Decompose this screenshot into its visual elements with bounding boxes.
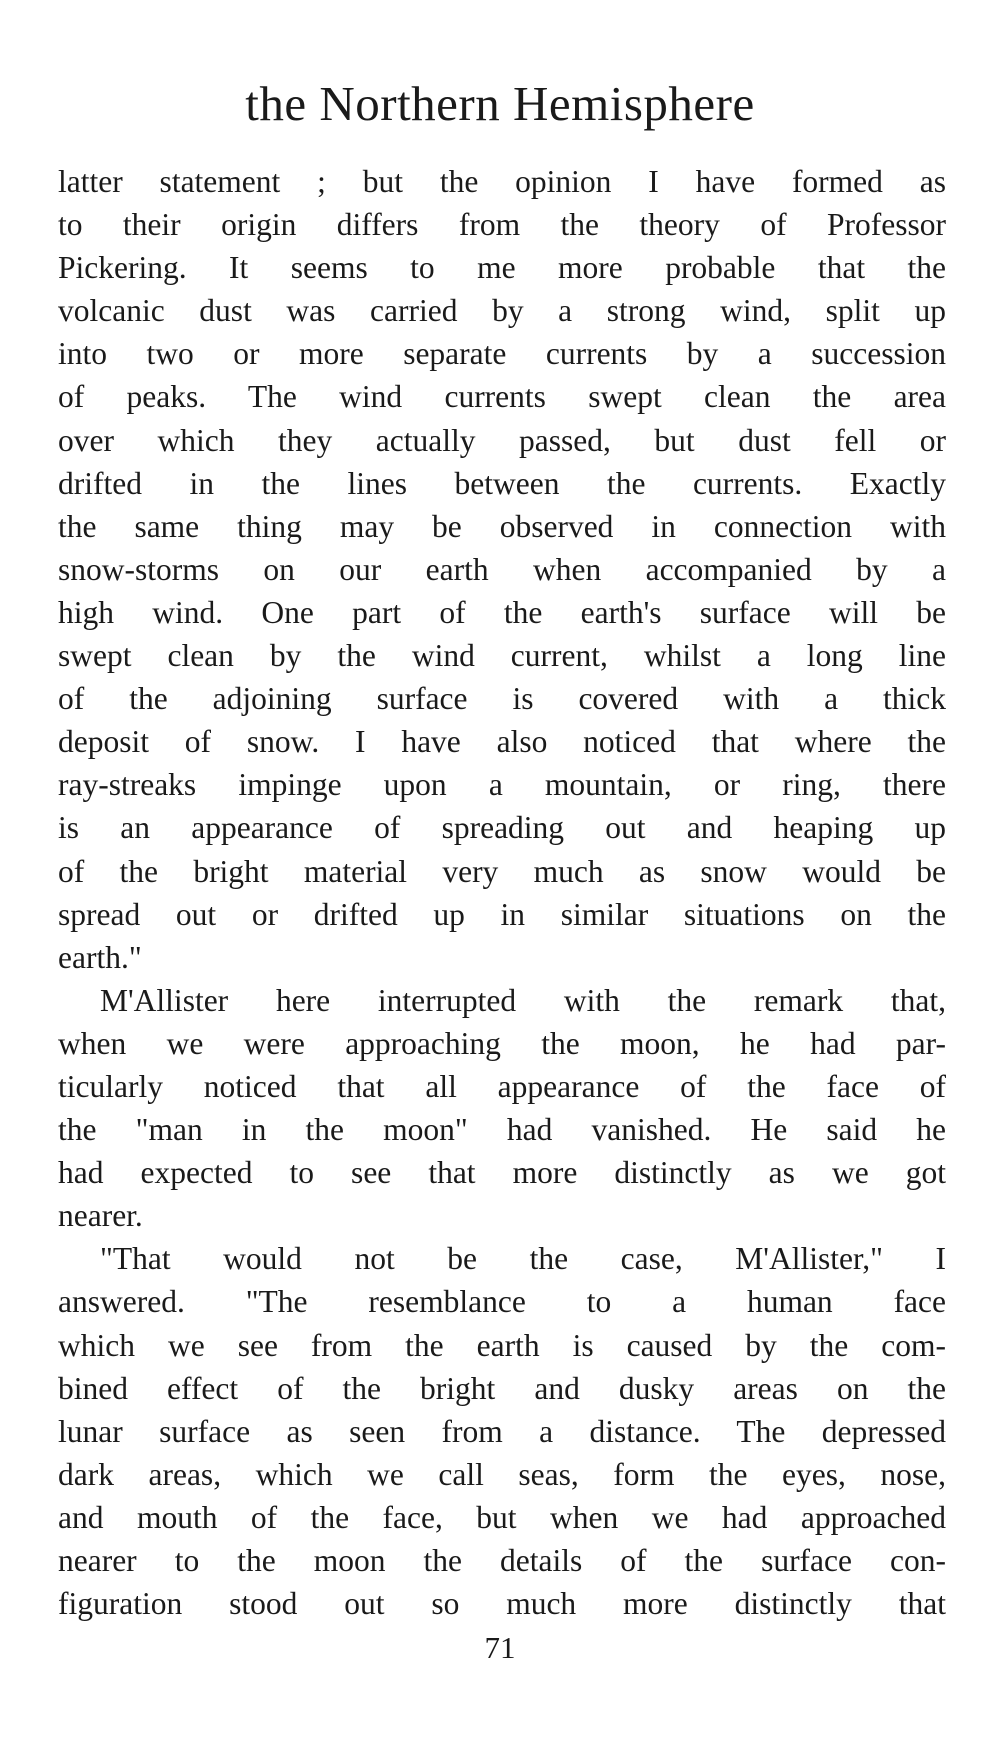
text-line: snow-storms on our earth when accompanied by a: [58, 551, 946, 587]
page-number: 71: [484, 1630, 516, 1665]
text-line: of the bright material very much as snow would be: [58, 853, 946, 889]
text-line: over which they actually passed, but dust fell or: [58, 422, 946, 458]
text-line: answered. "The resemblance to a human face: [58, 1284, 946, 1320]
text-line: high wind. One part of the earth's surface will be: [58, 594, 946, 630]
text-line: of the adjoining surface is covered with a thick: [58, 681, 946, 717]
running-title: the Northern Hemisphere: [245, 76, 755, 131]
text-line: lunar surface as seen from a distance. The depressed: [58, 1413, 946, 1449]
text-line: spread out or drifted up in similar situations on the: [58, 896, 946, 932]
text-line: ticularly noticed that all appearance of the face of: [58, 1068, 946, 1104]
text-line: when we were approaching the moon, he had par-: [58, 1025, 946, 1061]
body-text: [58, 160, 946, 1625]
text-line: and mouth of the face, but when we had approached: [58, 1499, 946, 1535]
text-line: to their origin differs from the theory of Professor: [58, 207, 946, 243]
text-line: is an appearance of spreading out and heaping up: [58, 810, 946, 846]
text-line: figuration stood out so much more distinctly that: [58, 1586, 946, 1622]
text-line: into two or more separate currents by a succession: [58, 336, 946, 372]
text-line: had expected to see that more distinctly as we got: [58, 1155, 946, 1191]
text-line: M'Allister here interrupted with the remark that,: [100, 982, 946, 1018]
text-line: nearer.: [58, 1198, 143, 1234]
text-line: bined effect of the bright and dusky areas on the: [58, 1370, 946, 1406]
text-line: swept clean by the wind current, whilst a long line: [58, 638, 946, 674]
text-line: earth.": [58, 939, 142, 975]
text-line: which we see from the earth is caused by the com-: [58, 1327, 946, 1363]
text-line: the "man in the moon" had vanished. He said he: [58, 1112, 946, 1148]
text-line: dark areas, which we call seas, form the eyes, nose,: [58, 1456, 946, 1492]
text-line: drifted in the lines between the currents. Exactly: [58, 465, 946, 501]
text-line: the same thing may be observed in connection with: [58, 508, 946, 544]
text-line: nearer to the moon the details of the surface con-: [58, 1543, 946, 1578]
text-line: of peaks. The wind currents swept clean the area: [58, 379, 946, 415]
text-line: volcanic dust was carried by a strong wind, split up: [58, 293, 946, 329]
text-line: deposit of snow. I have also noticed that where the: [58, 724, 946, 760]
text-line: latter statement ; but the opinion I have formed as: [58, 164, 946, 199]
text-line: ray-streaks impinge upon a mountain, or ring, there: [58, 767, 946, 803]
text-line: Pickering. It seems to me more probable that the: [58, 250, 946, 286]
text-line: "That would not be the case, M'Allister," I: [100, 1241, 946, 1277]
